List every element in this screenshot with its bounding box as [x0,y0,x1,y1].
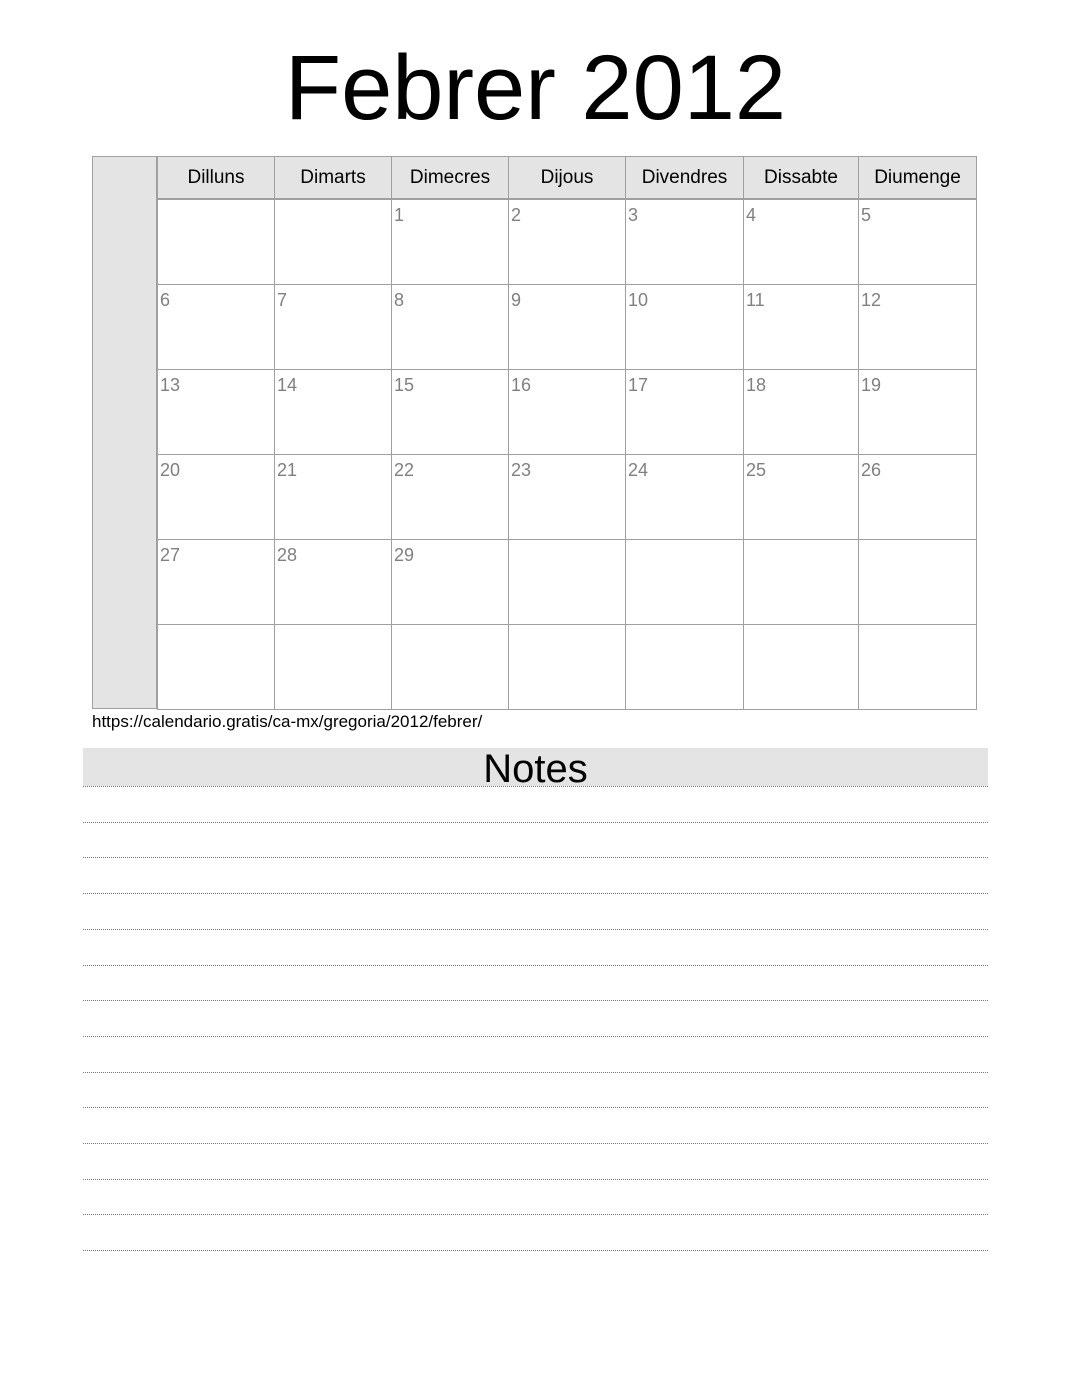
note-line [83,1000,988,1001]
day-cell[interactable] [743,624,859,710]
day-number: 9 [511,290,522,310]
day-number: 18 [746,375,767,395]
day-cell[interactable] [508,199,626,285]
day-number: 28 [277,545,298,565]
day-number: 12 [861,290,882,310]
weekday-header: Diumenge [858,156,977,199]
day-cell[interactable] [625,624,744,710]
day-number: 1 [394,205,405,225]
day-cell[interactable] [625,454,744,540]
day-cell[interactable] [858,624,977,710]
day-number: 14 [277,375,298,395]
day-number: 17 [628,375,649,395]
day-cell[interactable] [508,624,626,710]
weekday-header: Dilluns [157,156,275,199]
day-number: 26 [861,460,882,480]
day-number: 8 [394,290,405,310]
week-number-column [92,156,157,709]
day-number: 2 [511,205,522,225]
day-number: 13 [160,375,181,395]
day-number: 22 [394,460,415,480]
day-cell[interactable] [508,539,626,625]
weekday-header: Divendres [625,156,744,199]
weekday-header: Dimarts [274,156,392,199]
day-number: 24 [628,460,649,480]
day-cell[interactable] [508,369,626,455]
day-cell[interactable] [743,369,859,455]
note-line [83,786,988,787]
source-url[interactable]: https://calendario.gratis/ca-mx/gregoria/2012/febrer/ [92,712,483,731]
day-number: 6 [160,290,171,310]
note-line [83,1107,988,1108]
day-cell[interactable] [391,199,509,285]
day-cell[interactable] [858,454,977,540]
day-number: 15 [394,375,415,395]
day-number: 27 [160,545,181,565]
day-cell[interactable] [157,199,275,285]
note-line [83,857,988,858]
day-number: 23 [511,460,532,480]
day-cell[interactable] [858,539,977,625]
day-cell[interactable] [508,454,626,540]
note-line [83,1072,988,1073]
note-line [83,1036,988,1037]
day-cell[interactable] [274,624,392,710]
day-cell[interactable] [391,454,509,540]
note-line [83,1214,988,1215]
day-cell[interactable] [274,539,392,625]
note-line [83,1143,988,1144]
weekday-header: Dijous [508,156,626,199]
day-cell[interactable] [157,624,275,710]
day-number: 5 [861,205,872,225]
day-number: 20 [160,460,181,480]
day-cell[interactable] [858,199,977,285]
note-line [83,965,988,966]
day-cell[interactable] [625,199,744,285]
weekday-header: Dissabte [743,156,859,199]
day-cell[interactable] [157,454,275,540]
day-number: 16 [511,375,532,395]
day-cell[interactable] [858,369,977,455]
day-cell[interactable] [391,369,509,455]
day-cell[interactable] [391,539,509,625]
day-cell[interactable] [625,539,744,625]
day-cell[interactable] [391,284,509,370]
day-number: 10 [628,290,649,310]
day-cell[interactable] [274,284,392,370]
day-cell[interactable] [625,284,744,370]
day-cell[interactable] [157,284,275,370]
note-line [83,1179,988,1180]
day-cell[interactable] [743,454,859,540]
note-line [83,893,988,894]
day-number: 19 [861,375,882,395]
day-cell[interactable] [508,284,626,370]
note-line [83,929,988,930]
day-cell[interactable] [157,539,275,625]
note-line [83,1250,988,1251]
day-cell[interactable] [743,284,859,370]
day-number: 4 [746,205,757,225]
day-cell[interactable] [743,539,859,625]
day-number: 7 [277,290,288,310]
day-cell[interactable] [858,284,977,370]
day-cell[interactable] [274,369,392,455]
day-cell[interactable] [743,199,859,285]
day-number: 25 [746,460,767,480]
day-cell[interactable] [625,369,744,455]
day-number: 11 [746,290,765,310]
day-cell[interactable] [157,369,275,455]
day-cell[interactable] [274,199,392,285]
day-cell[interactable] [274,454,392,540]
day-cell[interactable] [391,624,509,710]
day-number: 29 [394,545,415,565]
day-number: 21 [277,460,298,480]
weekday-header: Dimecres [391,156,509,199]
notes-heading: Notes [83,748,988,786]
note-line [83,822,988,823]
page-title: Febrer 2012 [284,37,787,139]
day-number: 3 [628,205,639,225]
